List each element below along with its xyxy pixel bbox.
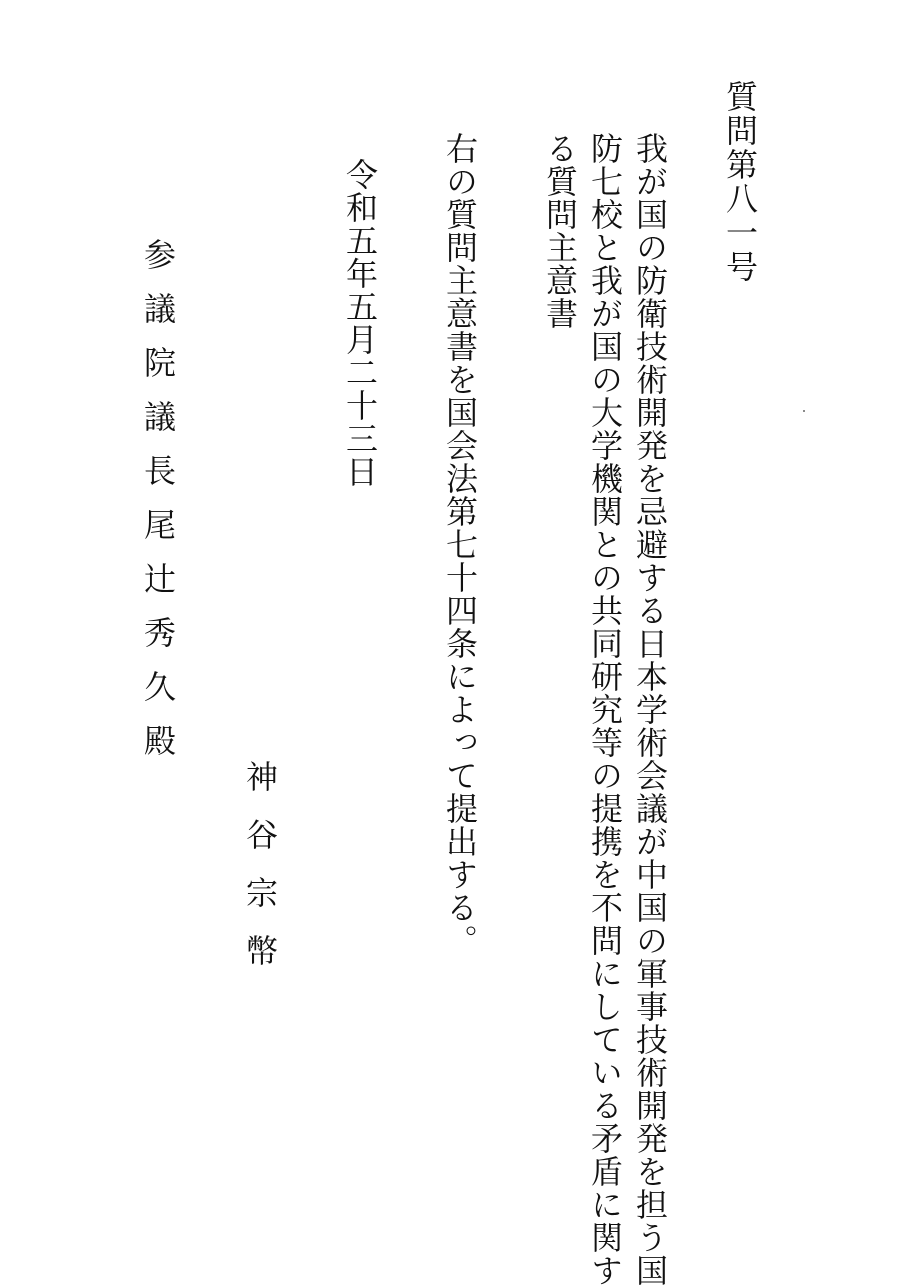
submission-date: 令和五年五月二十三日: [341, 158, 379, 488]
submission-statement: 右の質問主意書を国会法第七十四条によって提出する。: [441, 132, 479, 957]
subject-line-2: 防七校と我が国の大学機関との共同研究等の提携を不問にしている矛盾に関す: [586, 132, 624, 1287]
question-number: 質問第八一号: [721, 80, 759, 284]
subject-line-1: 我が国の防衛技術開発を忌避する日本学術会議が中国の軍事技術開発を担う国: [631, 132, 669, 1287]
submitter-name: 神谷宗幣: [241, 760, 279, 992]
subject-line-3: る質問主意書: [541, 132, 579, 330]
addressee: 参議院議長尾辻秀久殿: [139, 238, 177, 778]
scan-speck: [803, 410, 805, 412]
